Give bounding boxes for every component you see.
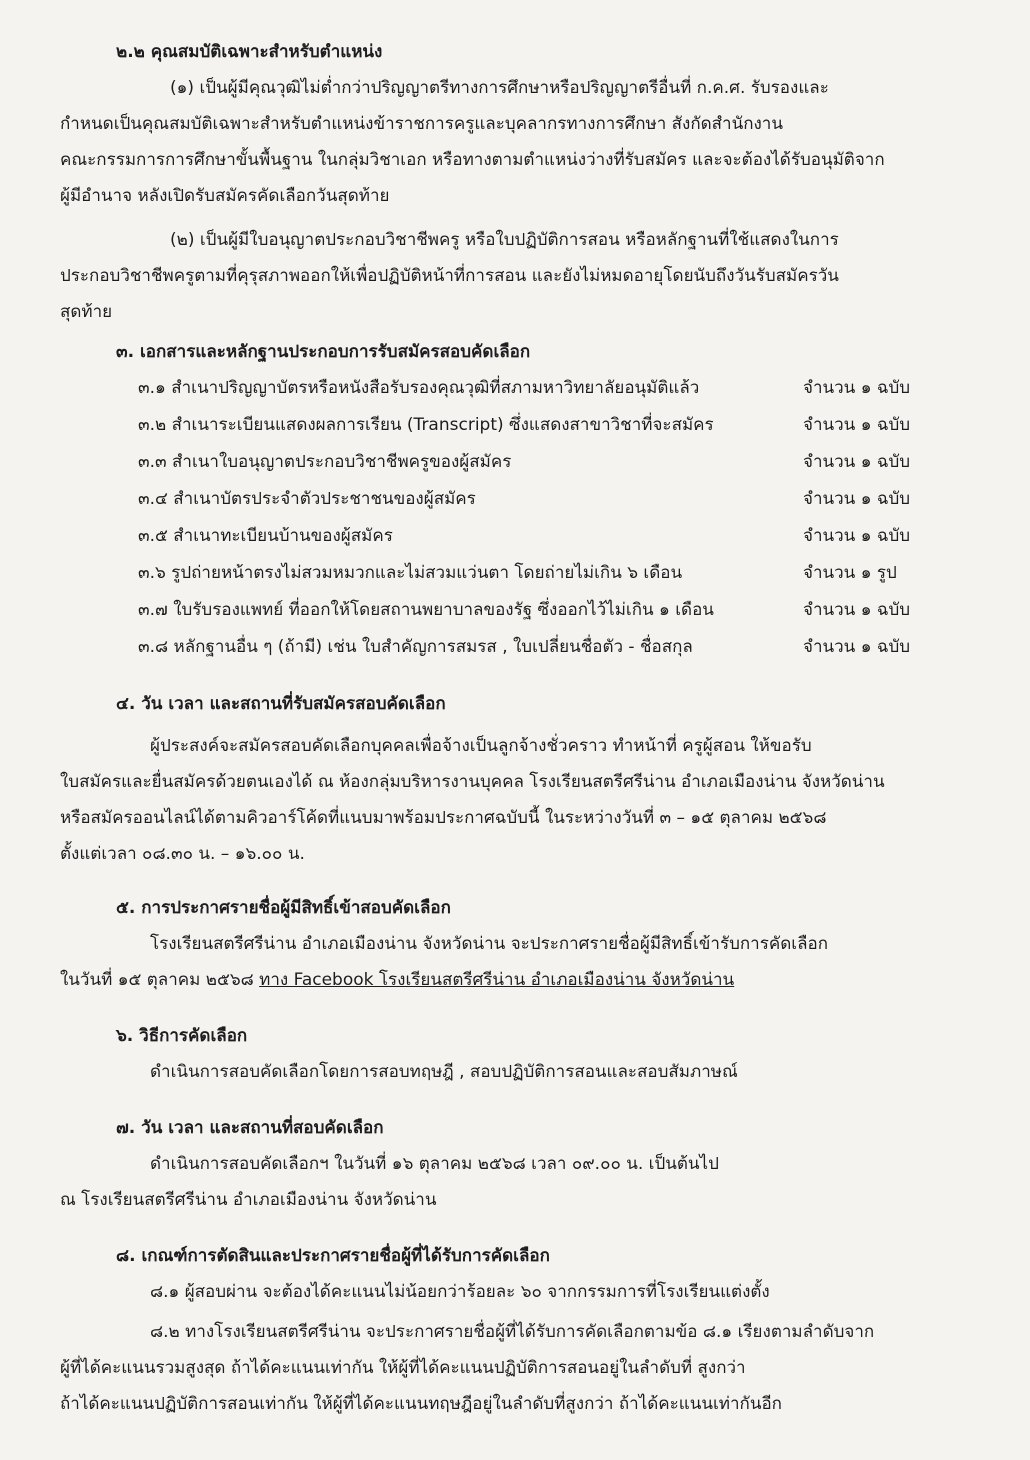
document-quantity: จำนวน ๑ ฉบับ: [803, 637, 911, 657]
document-item: ๓.๔ สำเนาบัตรประจำตัวประชาชนของผู้สมัคร: [138, 489, 476, 509]
document-item: ๓.๕ สำเนาทะเบียนบ้านของผู้สมัคร: [138, 526, 393, 546]
section-3-heading: ๓. เอกสารและหลักฐานประกอบการรับสมัครสอบคัดเลือก: [116, 342, 531, 362]
document-quantity: จำนวน ๑ ฉบับ: [803, 489, 911, 509]
paragraph-line: ผู้ประสงค์จะสมัครสอบคัดเลือกบุคคลเพื่อจ้างเป็นลูกจ้างชั่วคราว ทำหน้าที่ ครูผู้สอน ให้ขอรับ: [150, 736, 812, 756]
paragraph-line: ตั้งแต่เวลา ๐๘.๓๐ น. – ๑๖.๐๐ น.: [60, 844, 305, 864]
document-quantity: จำนวน ๑ ฉบับ: [803, 600, 911, 620]
document-quantity: จำนวน ๑ ฉบับ: [803, 526, 911, 546]
paragraph-line: ผู้มีอำนาจ หลังเปิดรับสมัครคัดเลือกวันสุดท้าย: [60, 186, 390, 206]
document-item: ๓.๑ สำเนาปริญญาบัตรหรือหนังสือรับรองคุณวุฒิที่สภามหาวิทยาลัยอนุมัติแล้ว: [138, 378, 700, 398]
paragraph-line: หรือสมัครออนไลน์ได้ตามคิวอาร์โค้ดที่แนบมาพร้อมประกาศฉบับนี้ ในระหว่างวันที่ ๓ – ๑๕ ตุลาคม ๒๕๖๘: [60, 808, 827, 828]
facebook-page-reference: ทาง Facebook โรงเรียนสตรีศรีน่าน อำเภอเมืองน่าน จังหวัดน่าน: [259, 970, 735, 990]
section-5-heading: ๕. การประกาศรายชื่อผู้มีสิทธิ์เข้าสอบคัดเลือก: [116, 898, 451, 918]
paragraph-line: ใบสมัครและยื่นสมัครด้วยตนเองได้ ณ ห้องกลุ่มบริหารงานบุคคล โรงเรียนสตรีศรีน่าน อำเภอเมืองน่าน จังหวัดน่าน: [60, 772, 885, 792]
section-2-2-heading: ๒.๒ คุณสมบัติเฉพาะสำหรับตำแหน่ง: [116, 42, 383, 62]
paragraph-line: คณะกรรมการการศึกษาขั้นพื้นฐาน ในกลุ่มวิชาเอก หรือทางตามตำแหน่งว่างที่รับสมัคร และจะต้องได้รับอนุมัติจาก: [60, 150, 885, 170]
paragraph-line: ๘.๑ ผู้สอบผ่าน จะต้องได้คะแนนไม่น้อยกว่าร้อยละ ๖๐ จากกรรมการที่โรงเรียนแต่งตั้ง: [150, 1282, 770, 1302]
paragraph-line: ดำเนินการสอบคัดเลือกฯ ในวันที่ ๑๖ ตุลาคม ๒๕๖๘ เวลา ๐๙.๐๐ น. เป็นต้นไป: [150, 1154, 719, 1174]
paragraph-line: ดำเนินการสอบคัดเลือกโดยการสอบทฤษฎี , สอบปฏิบัติการสอนและสอบสัมภาษณ์: [150, 1062, 738, 1082]
paragraph-line: (๒) เป็นผู้มีใบอนุญาตประกอบวิชาชีพครู หรือใบปฏิบัติการสอน หรือหลักฐานที่ใช้แสดงในการ: [170, 230, 839, 250]
paragraph-line: ๘.๒ ทางโรงเรียนสตรีศรีน่าน จะประกาศรายชื่อผู้ที่ได้รับการคัดเลือกตามข้อ ๘.๑ เรียงตามลำดับจาก: [150, 1322, 875, 1342]
paragraph-line: โรงเรียนสตรีศรีน่าน อำเภอเมืองน่าน จังหวัดน่าน จะประกาศรายชื่อผู้มีสิทธิ์เข้ารับการคัดเลือก: [150, 934, 828, 954]
paragraph-line: ผู้ที่ได้คะแนนรวมสูงสุด ถ้าได้คะแนนเท่ากัน ให้ผู้ที่ได้คะแนนปฏิบัติการสอนอยู่ในลำดับที่ สูงกว่า: [60, 1358, 746, 1378]
document-quantity: จำนวน ๑ ฉบับ: [803, 452, 911, 472]
announcement-date: ในวันที่ ๑๕ ตุลาคม ๒๕๖๘: [60, 970, 260, 990]
section-7-heading: ๗. วัน เวลา และสถานที่สอบคัดเลือก: [116, 1118, 384, 1138]
section-8-heading: ๘. เกณฑ์การตัดสินและประกาศรายชื่อผู้ที่ได้รับการคัดเลือก: [116, 1246, 550, 1266]
paragraph-line: ถ้าได้คะแนนปฏิบัติการสอนเท่ากัน ให้ผู้ที่ได้คะแนนทฤษฎีอยู่ในลำดับที่สูงกว่า ถ้าได้คะแนนเท่ากันอีก: [60, 1394, 782, 1414]
section-6-heading: ๖. วิธีการคัดเลือก: [116, 1026, 248, 1046]
document-item: ๓.๖ รูปถ่ายหน้าตรงไม่สวมหมวกและไม่สวมแว่นตา โดยถ่ายไม่เกิน ๖ เดือน: [138, 563, 683, 583]
document-item: ๓.๘ หลักฐานอื่น ๆ (ถ้ามี) เช่น ใบสำคัญการสมรส , ใบเปลี่ยนชื่อตัว - ชื่อสกุล: [138, 637, 693, 657]
paragraph-line: (๑) เป็นผู้มีคุณวุฒิไม่ต่ำกว่าปริญญาตรีทางการศึกษาหรือปริญญาตรีอื่นที่ ก.ค.ศ. รับรองและ: [170, 78, 829, 98]
paragraph-line: กำหนดเป็นคุณสมบัติเฉพาะสำหรับตำแหน่งข้าราชการครูและบุคลากรทางการศึกษา สังกัดสำนักงาน: [60, 114, 783, 134]
document-item: ๓.๒ สำเนาระเบียนแสดงผลการเรียน (Transcript) ซึ่งแสดงสาขาวิชาที่จะสมัคร: [138, 415, 714, 435]
section-4-heading: ๔. วัน เวลา และสถานที่รับสมัครสอบคัดเลือก: [116, 694, 446, 714]
document-item: ๓.๗ ใบรับรองแพทย์ ที่ออกให้โดยสถานพยาบาลของรัฐ ซึ่งออกไว้ไม่เกิน ๑ เดือน: [138, 600, 714, 620]
paragraph-line: [60, 968, 734, 992]
document-quantity: จำนวน ๑ รูป: [803, 563, 897, 583]
document-item: ๓.๓ สำเนาใบอนุญาตประกอบวิชาชีพครูของผู้สมัคร: [138, 452, 512, 472]
paragraph-line: สุดท้าย: [60, 302, 113, 322]
document-quantity: จำนวน ๑ ฉบับ: [803, 415, 911, 435]
paragraph-line: ประกอบวิชาชีพครูตามที่คุรุสภาพออกให้เพื่อปฏิบัติหน้าที่การสอน และยังไม่หมดอายุโดยนับถึงวันรับสมัครวัน: [60, 266, 839, 286]
document-quantity: จำนวน ๑ ฉบับ: [803, 378, 911, 398]
paragraph-line: ณ โรงเรียนสตรีศรีน่าน อำเภอเมืองน่าน จังหวัดน่าน: [60, 1190, 437, 1210]
